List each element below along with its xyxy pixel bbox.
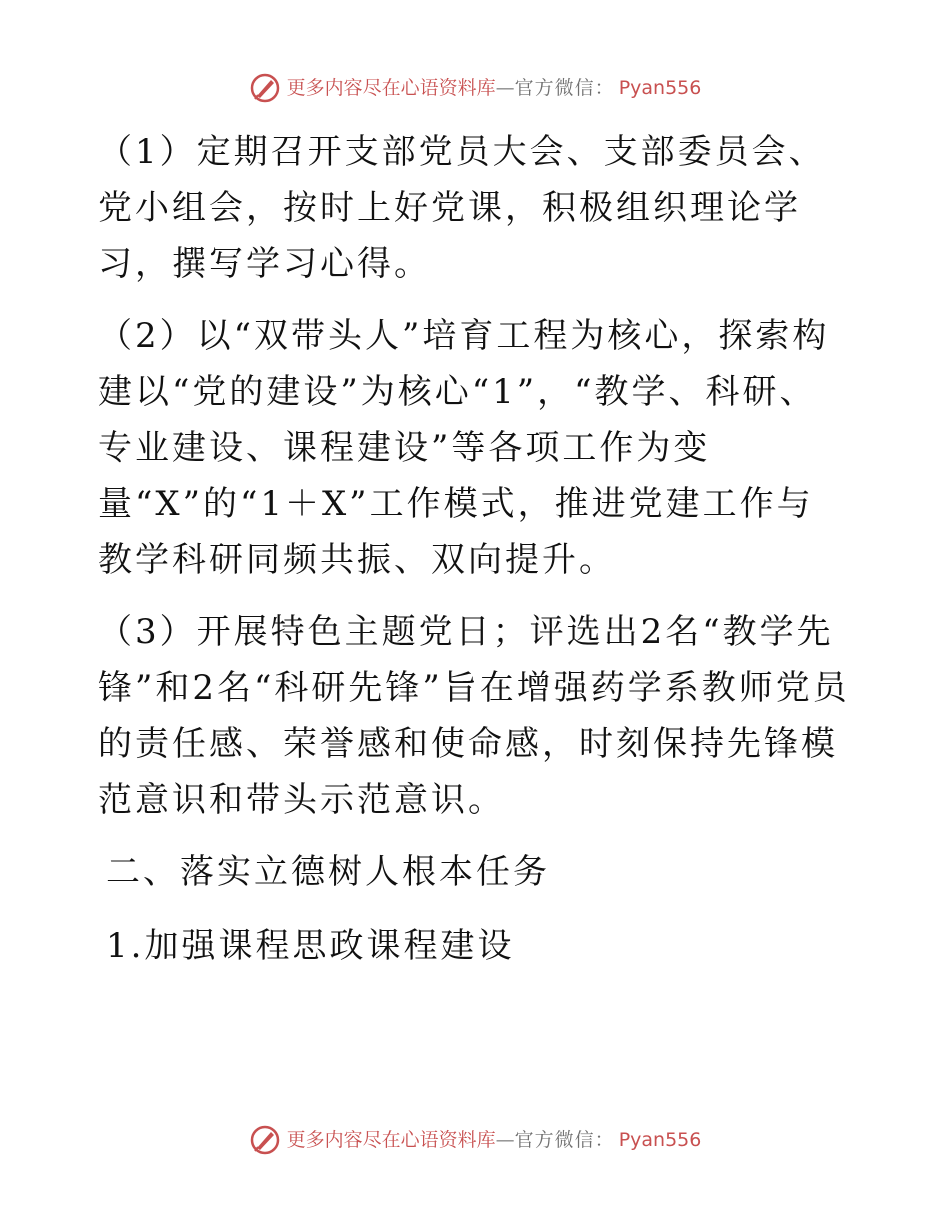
quill-logo-icon bbox=[249, 72, 281, 104]
section-heading: 二、落实立德树人根本任务 bbox=[106, 852, 550, 892]
watermark-site-text: 更多内容尽在心语资料库 bbox=[286, 1128, 496, 1151]
watermark-wechat-id: Pyan556 bbox=[618, 1128, 702, 1151]
sub-heading: 1.加强课程思政课程建设 bbox=[106, 926, 515, 966]
watermark-header bbox=[0, 72, 950, 104]
watermark-dash: — bbox=[495, 76, 515, 99]
watermark-site-text: 更多内容尽在心语资料库 bbox=[286, 76, 496, 99]
watermark-footer bbox=[0, 1124, 950, 1156]
document-body bbox=[98, 124, 850, 992]
quill-logo-icon bbox=[249, 1124, 281, 1156]
paragraph-3: （3）开展特色主题党日；评选出2名“教学先锋”和2名“科研先锋”旨在增强药学系教师党员的责任感、荣誉感和使命感，时刻保持先锋模范意识和带头示范意识。 bbox=[98, 612, 850, 820]
watermark-dash: — bbox=[495, 1128, 515, 1151]
watermark-official-text: 官方微信： bbox=[514, 76, 615, 99]
paragraph-2: （2）以“双带头人”培育工程为核心，探索构建以“党的建设”为核心“1”，“教学、科研、专业建设、课程建设”等各项工作为变量“X”的“1＋X”工作模式，推进党建工作与教学科研同频共振、双向提升。 bbox=[98, 316, 830, 580]
watermark-official-text: 官方微信： bbox=[514, 1128, 615, 1151]
watermark-wechat-id: Pyan556 bbox=[618, 76, 702, 99]
paragraph-1: （1）定期召开支部党员大会、支部委员会、党小组会，按时上好党课，积极组织理论学习，撰写学习心得。 bbox=[98, 132, 826, 284]
